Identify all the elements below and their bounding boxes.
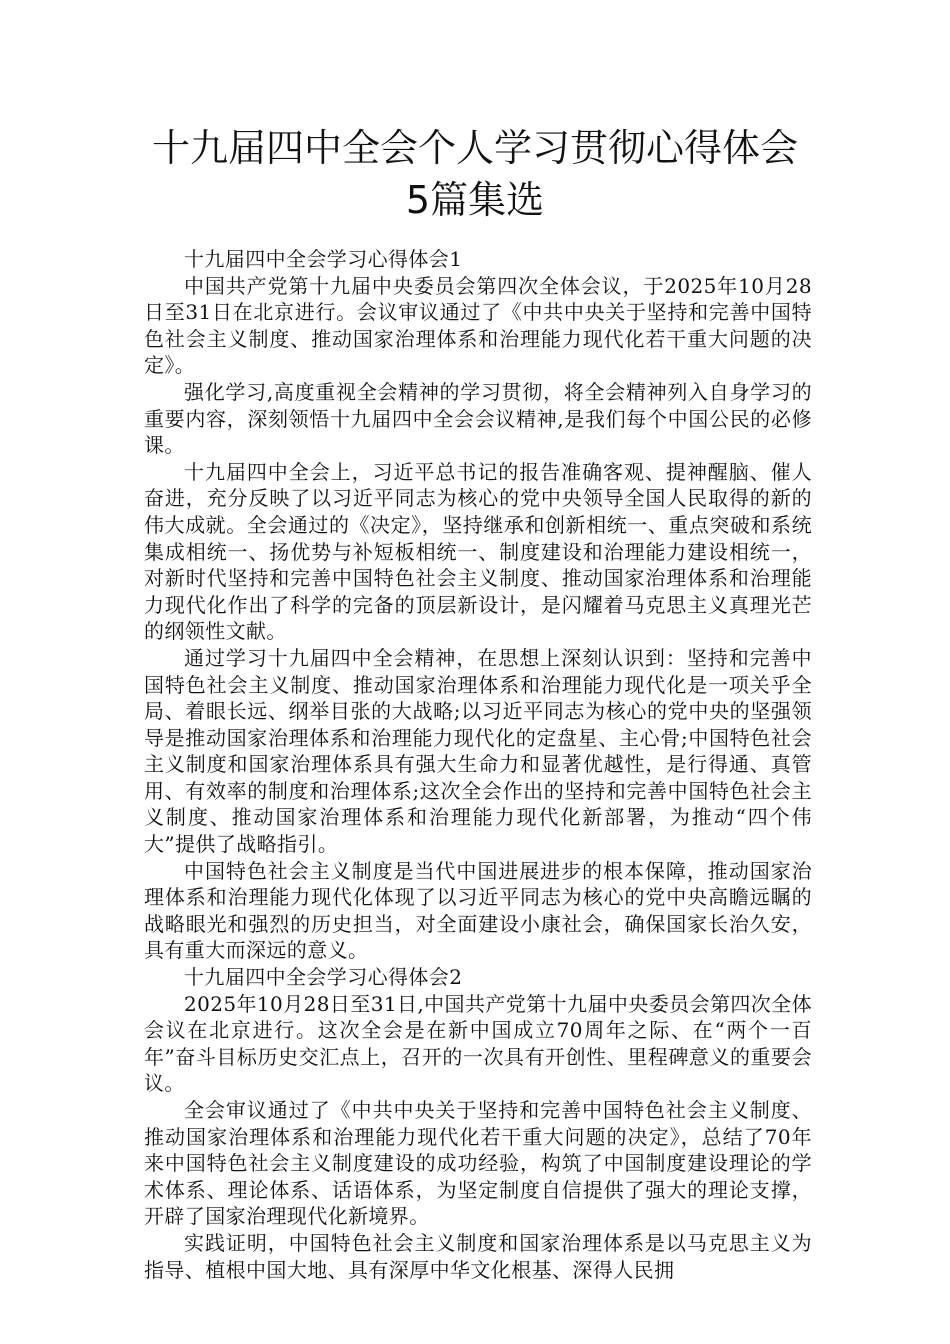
paragraph: 十九届四中全会上，习近平总书记的报告准确客观、提神醒脑、催人奋进，充分反映了以习近平同志为核心的党中央领导全国人民取得的新的伟大成就。全会通过的《决定》，坚持继承和创新相统一、重点突破和系统集成相统一、扬优势与补短板相统一、制度建设和治理能力建设相统一，对新时代坚持和完善中国特色社会主义制度、推动国家治理体系和治理能力现代化作出了科学的完备的顶层新设计，是闪耀着马克思主义真理光芒的纲领性文献。 (144, 459, 812, 644)
document-title (100, 122, 850, 226)
section-heading-1: 十九届四中全会学习心得体会1 (184, 247, 463, 271)
paragraph: 2025年10月28日至31日,中国共产党第十九届中央委员会第四次全体会议在北京进行。这次全会是在新中国成立70周年之际、在“两个一百年”奋斗目标历史交汇点上，召开的一次具有开创性、里程碑意义的重要会议。 (144, 991, 812, 1096)
title-line-1: 十九届四中全会个人学习贯彻心得体会 (151, 126, 798, 170)
paragraph: 中国特色社会主义制度是当代中国进展进步的根本保障，推动国家治理体系和治理能力现代化体现了以习近平同志为核心的党中央高瞻远瞩的战略眼光和强烈的历史担当，对全面建设小康社会，确保国家长治久安，具有重大而深远的意义。 (144, 858, 812, 963)
paragraph: 强化学习,高度重视全会精神的学习贯彻，将全会精神列入自身学习的重要内容，深刻领悟十九届四中全会会议精神,是我们每个中国公民的必修课。 (144, 379, 812, 458)
paragraph: 中国共产党第十九届中央委员会第四次全体会议，于2025年10月28日至31日在北京进行。会议审议通过了《中共中央关于坚持和完善中国特色社会主义制度、推动国家治理体系和治理能力现代化若干重大问题的决定》。 (144, 273, 812, 378)
document-body (144, 246, 812, 1283)
section-heading-2: 十九届四中全会学习心得体会2 (184, 965, 463, 990)
paragraph: 实践证明，中国特色社会主义制度和国家治理体系是以马克思主义为指导、植根中国大地、具有深厚中华文化根基、深得人民拥 (144, 1230, 812, 1282)
paragraph: 通过学习十九届四中全会精神，在思想上深刻认识到：坚持和完善中国特色社会主义制度、推动国家治理体系和治理能力现代化是一项关乎全局、着眼长远、纲举目张的大战略;以习近平同志为核心的党中央的坚强领导是推动国家治理体系和治理能力现代化的定盘星、主心骨;中国特色社会主义制度和国家治理体系具有强大生命力和显著优越性，是行得通、真管用、有效率的制度和治理体系;这次全会作出的坚持和完善中国特色社会主义制度、推动国家治理体系和治理能力现代化新部署，为推动“四个伟大”提供了战略指引。 (144, 645, 812, 857)
title-line-2: 5篇集选 (405, 178, 545, 222)
paragraph: 全会审议通过了《中共中央关于坚持和完善中国特色社会主义制度、推动国家治理体系和治理能力现代化若干重大问题的决定》，总结了70年来中国特色社会主义制度建设的成功经验，构筑了中国制度建设理论的学术体系、理论体系、话语体系，为坚定制度自信提供了强大的理论支撑，开辟了国家治理现代化新境界。 (144, 1098, 812, 1229)
